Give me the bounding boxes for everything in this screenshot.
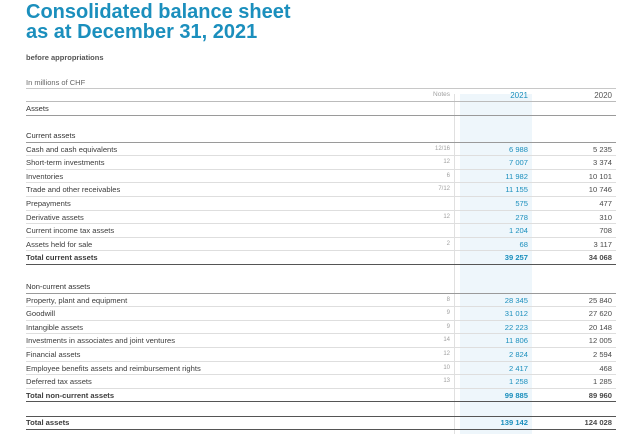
header-2021: 2021 [510,91,528,100]
row-label: Current assets [26,131,76,140]
table-row [0,362,628,376]
row-note: 12 [443,159,450,166]
row-label: Inventories [26,171,64,181]
value-2021: 39 257 [504,253,528,263]
value-2021: 68 [519,239,528,249]
table-row [0,197,628,211]
value-2021: 11 155 [505,185,528,195]
table-row [0,307,628,321]
value-2021: 1 258 [508,377,528,387]
table-row [0,375,628,389]
value-2021: 2 824 [508,350,528,359]
row-note: 7/12 [438,186,450,193]
value-2020: 3 374 [592,158,612,168]
value-2020: 3 117 [593,239,612,249]
row-label: Financial assets [26,350,81,359]
row-label: Total non-current assets [26,390,115,400]
divider [26,88,616,89]
value-2020: 5 235 [592,144,612,154]
row-label: Cash and cash equivalents [26,144,118,154]
row-label: Investments in associates and joint ventures [26,336,176,346]
row-label: Employee benefits assets and reimbursement rights [26,363,201,373]
header-2020: 2020 [594,91,612,100]
value-2020: 1 285 [592,377,612,387]
table-row [0,238,628,252]
row-rule [26,401,616,402]
row-label: Short-term investments [26,158,105,168]
table-row [0,348,628,362]
section-heading-noncurrent [0,280,628,294]
value-2021: 1 204 [508,226,528,236]
value-2020: 477 [599,199,612,208]
value-2020: 12 005 [588,336,612,346]
value-2020: 25 840 [588,295,612,305]
row-label: Total current assets [26,253,98,263]
page-title [26,2,291,42]
value-2020: 10 746 [588,185,612,195]
value-2020: 10 101 [588,171,612,181]
value-2020: 708 [599,226,612,236]
table-row [0,321,628,335]
value-2020: 20 148 [588,322,612,332]
value-2020: 89 960 [588,390,612,400]
value-2021: 2 417 [508,363,528,373]
table-row [0,294,628,308]
row-label: Deferred tax assets [26,377,92,387]
table-row [0,170,628,184]
row-note: 13 [443,378,450,385]
row-label: Assets [26,104,49,113]
row-label: Total assets [26,418,70,427]
value-2021: 6 988 [508,144,528,154]
value-2021: 278 [515,212,528,222]
value-2020: 27 620 [588,309,612,319]
row-note: 12 [443,213,450,220]
section-heading-current [0,129,628,143]
title-line-1: Consolidated balance sheet [26,1,291,23]
row-label: Current income tax assets [26,226,115,236]
row-note: 14 [443,337,450,344]
total-assets-row [0,416,628,430]
header-notes: Notes [433,91,450,98]
row-label: Property, plant and equipment [26,295,128,305]
row-note: 9 [446,310,450,317]
row-label: Intangible assets [26,322,83,332]
value-2021: 139 142 [500,418,528,427]
value-2020: 310 [599,212,612,222]
row-label: Trade and other receivables [26,185,121,195]
row-label: Non-current assets [26,282,91,291]
row-note: 2 [446,240,450,247]
row-note: 9 [446,323,450,330]
row-rule [26,115,616,116]
table-row [0,156,628,170]
row-label: Prepayments [26,199,71,208]
row-rule [26,264,616,265]
value-2021: 31 012 [504,309,528,319]
value-2021: 28 345 [504,295,528,305]
table-row [0,183,628,197]
row-note: 6 [446,172,450,179]
section-assets [0,102,628,116]
table-row [0,143,628,157]
row-label: Derivative assets [26,212,84,222]
value-2021: 7 007 [508,158,528,168]
table-row [0,334,628,348]
title-line-2: as at December 31, 2021 [26,21,258,43]
table-row [0,211,628,225]
table-row [0,224,628,238]
row-note: 12 [443,351,450,357]
value-2020: 468 [599,363,612,373]
row-rule [26,429,616,430]
row-label: Goodwill [26,309,56,319]
value-2021: 575 [515,199,528,208]
row-label: Assets held for sale [26,239,93,249]
value-2021: 99 885 [504,390,528,400]
total-current-assets-row [0,251,628,265]
value-2021: 22 223 [504,322,528,332]
total-noncurrent-assets-row [0,389,628,403]
unit-label: In millions of CHF [26,78,86,87]
value-2021: 11 806 [505,336,528,346]
value-2021: 11 982 [505,171,528,181]
value-2020: 2 594 [592,350,612,359]
value-2020: 124 028 [584,418,612,427]
subtitle: before appropriations [26,53,104,62]
row-note: 8 [446,296,450,303]
value-2020: 34 068 [588,253,612,263]
row-note: 12/16 [434,145,450,152]
row-note: 10 [443,364,450,371]
